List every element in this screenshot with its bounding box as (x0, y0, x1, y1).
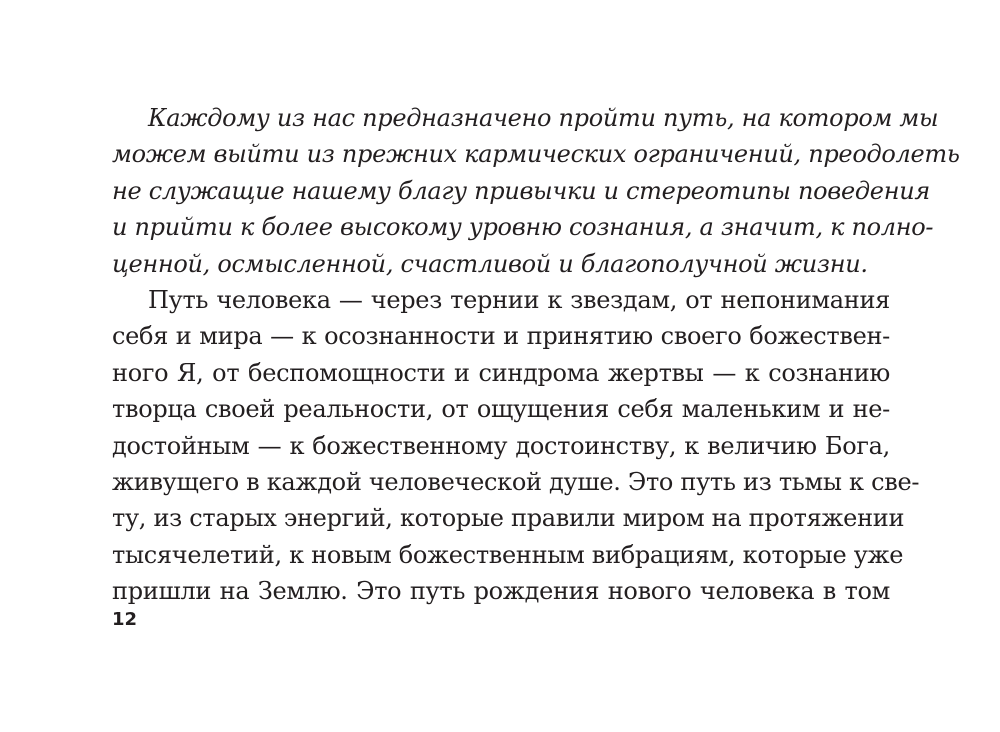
text-line: Каждому из нас предназначено пройти путь, на котором мы (148, 104, 939, 132)
page-text (112, 100, 960, 609)
text-line: пришли на Землю. Это путь рождения нового человека в том (112, 577, 890, 606)
text-line: и прийти к более высокому уровню сознания, а значит, к полно- (112, 213, 934, 242)
text-line: ту, из старых энергий, которые правили миром на протяжении (112, 504, 905, 533)
page-number: 12 (112, 609, 138, 630)
intro-paragraph (112, 100, 960, 282)
text-line: Путь человека — через тернии к звездам, от непонимания (148, 285, 890, 314)
text-line: тысячелетий, к новым божественным вибрациям, которые уже (112, 540, 904, 569)
text-line: можем выйти из прежних кармических ограничений, преодолеть (112, 140, 960, 169)
text-line: живущего в каждой человеческой душе. Это путь из тьмы к све- (112, 467, 920, 496)
text-line: не служащие нашему благу привычки и стереотипы поведения (112, 176, 930, 205)
text-line: себя и мира — к осознанности и принятию своего божествен- (112, 322, 890, 351)
text-line: ного Я, от беспомощности и синдрома жертвы — к сознанию (112, 358, 890, 387)
text-line: достойным — к божественному достоинству, к величию Бога, (112, 431, 890, 460)
text-line: ценной, осмысленной, счастливой и благополучной жизни. (112, 249, 868, 278)
text-line: творца своей реальности, от ощущения себя маленьким и не- (112, 395, 890, 424)
body-paragraph (112, 282, 920, 610)
